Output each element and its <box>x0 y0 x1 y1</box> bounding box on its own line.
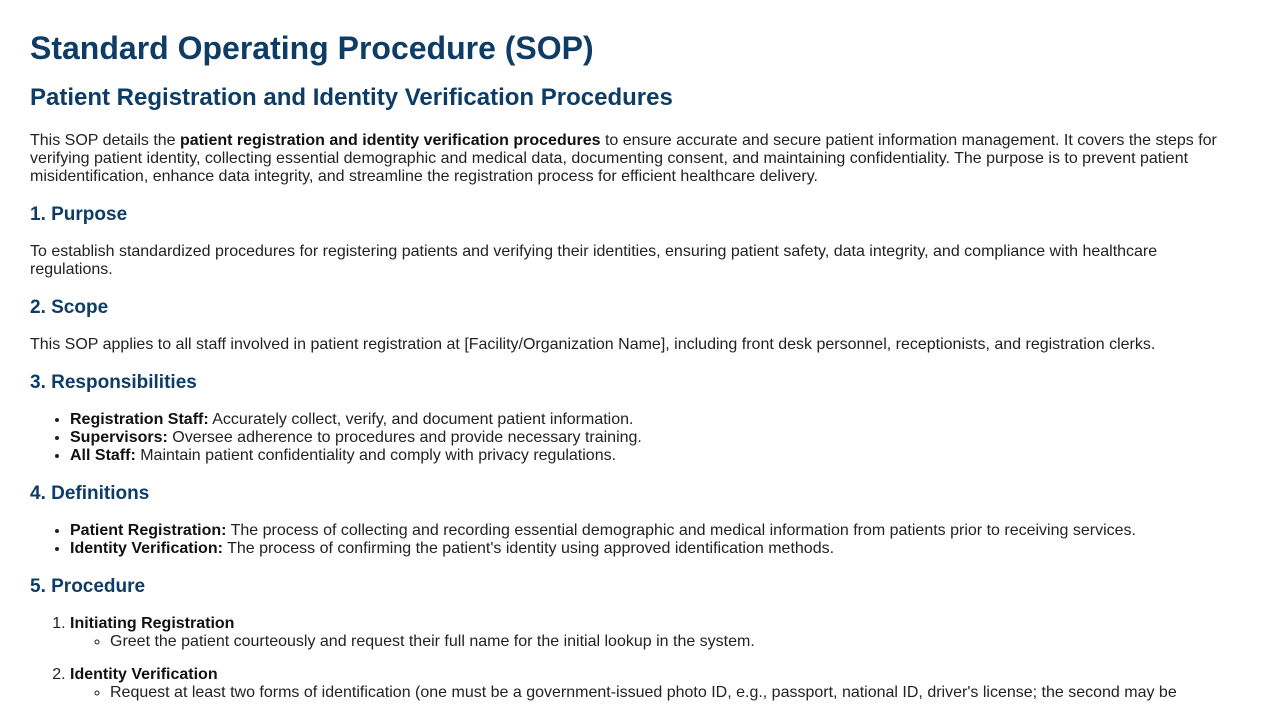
list-item <box>70 447 1233 465</box>
intro-paragraph <box>30 132 1233 186</box>
procedure-substeps <box>70 633 1233 651</box>
scope-heading: 2. Scope <box>30 297 109 318</box>
list-item-desc: The process of confirming the patient's identity using approved identification methods. <box>222 540 835 557</box>
list-item-term: Registration Staff: <box>70 411 209 428</box>
responsibilities-list <box>30 411 1233 465</box>
list-item-term: Supervisors: <box>70 429 168 446</box>
list-item <box>70 411 1233 429</box>
procedure-substep: ◦ Greet the patient courteously and request their full name for the initial lookup in the system. <box>110 633 1233 651</box>
procedure-step <box>70 615 1233 651</box>
definitions-list <box>30 522 1233 558</box>
intro-text-before: This SOP details the <box>30 132 180 149</box>
responsibilities-heading: 3. Responsibilities <box>30 372 197 393</box>
list-item-term: Identity Verification: <box>70 540 223 557</box>
list-item-term: Patient Registration: <box>70 522 227 539</box>
procedure-step-title: Initiating Registration <box>70 615 235 632</box>
list-item-term: All Staff: <box>70 447 136 464</box>
procedure-step <box>70 666 1233 702</box>
procedure-steps <box>30 615 1233 702</box>
purpose-heading: 1. Purpose <box>30 204 128 225</box>
list-item-desc: Oversee adherence to procedures and provide necessary training. <box>167 429 642 446</box>
procedure-substep: ◦ Request at least two forms of identification (one must be a government-issued photo ID, e.g., passport, national ID, driver's license; the second may be <box>110 684 1233 702</box>
list-item-desc: Accurately collect, verify, and document patient information. <box>208 411 634 428</box>
document-title: Standard Operating Procedure (SOP) <box>30 30 594 66</box>
document-subtitle: Patient Registration and Identity Verification Procedures <box>30 84 673 111</box>
list-item <box>70 429 1233 447</box>
procedure-step-title: Identity Verification <box>70 666 218 683</box>
list-item-desc: Maintain patient confidentiality and comply with privacy regulations. <box>135 447 617 464</box>
scope-text: This SOP applies to all staff involved in patient registration at [Facility/Organization Name], including front desk personnel, receptionists, and registration clerks. <box>30 336 1156 353</box>
list-item <box>70 522 1233 540</box>
list-item <box>70 540 1233 558</box>
procedure-heading: 5. Procedure <box>30 576 146 597</box>
intro-text-bold: patient registration and identity verification procedures <box>180 132 601 149</box>
intro-text-after: to ensure accurate and secure patient information management. It covers the steps for verifying patient identity, collecting essential demographic and medical data, documenting consent, and maintaining confidentiality. The purpose is to prevent patient misidentification, enhance data integrity, and streamline the registration process for efficient healthcare delivery. <box>30 132 1217 185</box>
sop-document <box>0 30 1263 702</box>
procedure-substeps <box>70 684 1233 702</box>
definitions-heading: 4. Definitions <box>30 483 150 504</box>
list-item-desc: The process of collecting and recording essential demographic and medical information from patients prior to receiving services. <box>226 522 1136 539</box>
purpose-text: To establish standardized procedures for registering patients and verifying their identities, ensuring patient safety, data integrity, and compliance with healthcare regulations. <box>30 243 1158 278</box>
